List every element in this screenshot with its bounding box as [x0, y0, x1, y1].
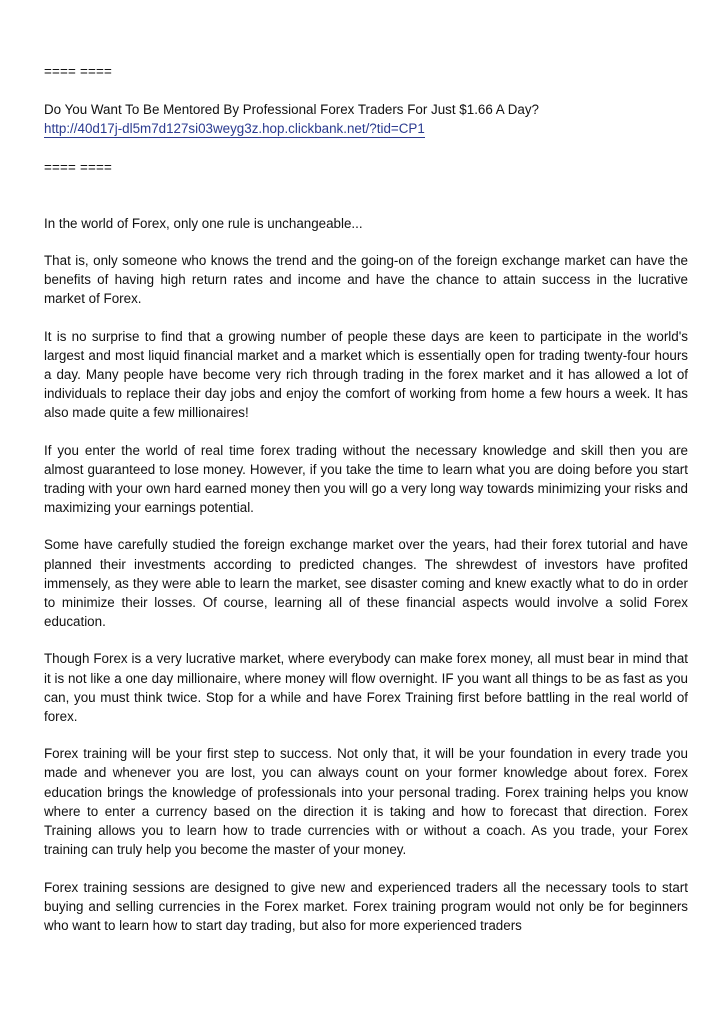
promo-link[interactable]: http://40d17j-dl5m7d127si03weyg3z.hop.clickbank.net/?tid=CP1 — [44, 121, 425, 137]
spacer — [44, 517, 688, 535]
article-paragraph-3: It is no surprise to find that a growing number of people these days are keen to participate in the world's largest and most liquid financial market and a market which is essentially open for trading twenty-four hours a day. Many people have become very rich through trading in the forex market and it has allowed a lot of individuals to replace their day jobs and enjoy the comfort of working from home a few hours a week. It has also made quite a few millionaires! — [44, 328, 688, 421]
article-paragraph-2: That is, only someone who knows the trend and the going-on of the foreign exchange market can have the benefits of having high return rates and income and have the chance to attain success in the lucrative market of Forex. — [44, 253, 688, 307]
separator-top: ==== ==== — [44, 64, 113, 79]
spacer — [44, 631, 688, 649]
spacer — [44, 423, 688, 441]
article-paragraph-1: In the world of Forex, only one rule is unchangeable... — [44, 215, 363, 231]
spacer — [44, 726, 688, 744]
spacer — [44, 177, 688, 214]
article-paragraph-6: Though Forex is a very lucrative market, where everybody can make forex money, all must bear in mind that it is not like a one day millionaire, where money will flow overnight. IF you want all things to be as fast as you can, you must think twice. Stop for a while and have Forex Training first before battling in the real world of forex. — [44, 651, 688, 725]
article-paragraph-4: If you enter the world of real time forex trading without the necessary knowledge and skill then you are almost guaranteed to lose money. However, if you take the time to learn what you are doing before you start trading with your own hard earned money then you will go a very long way towards minimizing your risks and maximizing your earnings potential. — [44, 442, 688, 516]
article-paragraph-5: Some have carefully studied the foreign exchange market over the years, had their forex tutorial and have planned their investments according to predicted changes. The shrewdest of investors have profited immensely, as they were able to learn the market, see disaster coming and knew exactly what to do in order to minimize their losses. Of course, learning all of these financial aspects would involve a solid Forex education. — [44, 537, 688, 630]
article-paragraph-7: Forex training will be your first step to success. Not only that, it will be your foundation in every trade you made and whenever you are lost, you can always count on your former knowledge about forex. Forex education brings the knowledge of professionals into your personal trading. Forex training helps you know where to enter a currency based on the direction it is taking and how to forecast that direction. Forex Training allows you to learn how to trade currencies with or without a coach. As you trade, your Forex training can truly help you become the master of your money. — [44, 746, 688, 858]
promo-headline: Do You Want To Be Mentored By Professional Forex Traders For Just $1.66 A Day? — [44, 102, 539, 118]
spacer — [44, 139, 688, 158]
promo-line — [44, 119, 688, 138]
spacer — [44, 81, 688, 100]
article-paragraph-8: Forex training sessions are designed to give new and experienced traders all the necessary tools to start buying and selling currencies in the Forex market. Forex training program would not only be for beginners who want to learn how to start day trading, but also for more experienced traders — [44, 879, 688, 933]
separator-bottom: ==== ==== — [44, 159, 113, 175]
spacer — [44, 860, 688, 878]
spacer — [44, 309, 688, 327]
spacer — [44, 233, 688, 251]
document-body — [44, 62, 688, 935]
